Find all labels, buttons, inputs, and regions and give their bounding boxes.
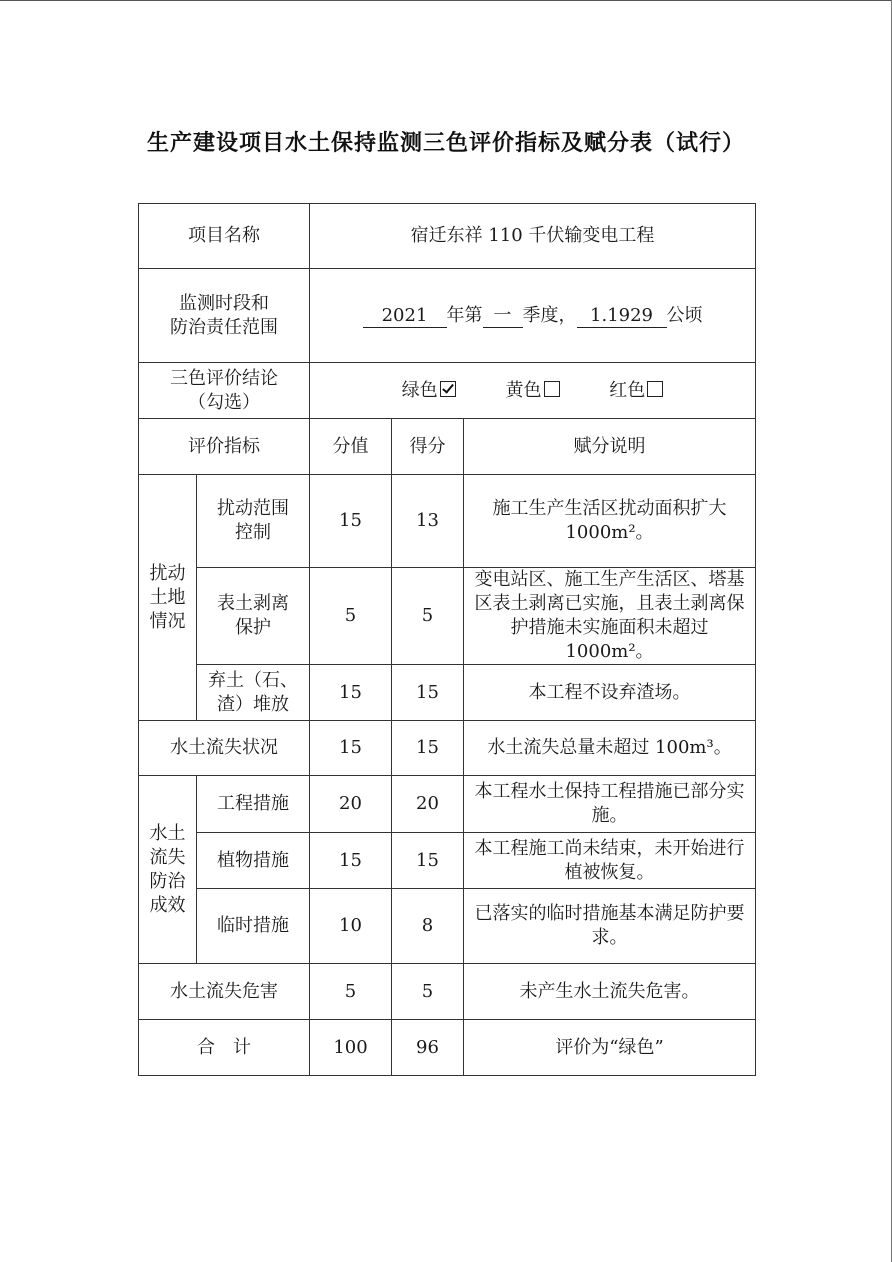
- conclusion-label: [139, 363, 310, 419]
- note-cell: 变电站区、施工生产生活区、塔基区表土剥离已实施，且表土剥离保护措施未实施面积未超过 1000m²。: [464, 568, 756, 665]
- period-label-line1: 监测时段和: [179, 292, 269, 314]
- score-cell: 15: [310, 665, 392, 721]
- sub-indicator: [197, 568, 310, 665]
- table-row: [139, 776, 756, 833]
- group-label-line: 土地: [149, 586, 186, 608]
- document-title: 生产建设项目水土保持监测三色评价指标及赋分表（试行）: [146, 131, 745, 156]
- year-value: 2021: [363, 305, 447, 328]
- conclusion-options: [310, 363, 756, 419]
- note-cell: 未产生水土流失危害。: [464, 964, 756, 1020]
- note-cell: 本工程施工尚未结束，未开始进行植被恢复。: [464, 833, 756, 889]
- project-name-label: 项目名称: [139, 204, 310, 269]
- group-label-line: 水土: [149, 822, 186, 844]
- quarter-suffix: 季度，: [522, 304, 577, 326]
- evaluation-table: [138, 203, 756, 1076]
- score-cell: 15: [310, 721, 392, 776]
- got-cell: 13: [392, 475, 464, 568]
- table-row: [139, 665, 756, 721]
- group-label-line: 防治: [149, 870, 186, 892]
- score-cell: 20: [310, 776, 392, 833]
- got-cell: 15: [392, 665, 464, 721]
- note-cell: 施工生产生活区扰动面积扩大 1000m²。: [464, 475, 756, 568]
- area-value: 1.1929: [577, 305, 667, 328]
- table-row: [139, 889, 756, 964]
- table-row: [139, 204, 756, 269]
- hazard-label: 水土流失危害: [139, 964, 310, 1020]
- group-label-line: 情况: [149, 610, 186, 632]
- area-unit: 公顷: [666, 304, 703, 326]
- got-cell: 15: [392, 721, 464, 776]
- header-note: 赋分说明: [464, 419, 756, 475]
- header-got: 得分: [392, 419, 464, 475]
- score-cell: 10: [310, 889, 392, 964]
- conclusion-label-line1: 三色评价结论: [170, 367, 278, 389]
- loss-status-label: 水土流失状况: [139, 721, 310, 776]
- sub-indicator-line: 表土剥离: [217, 593, 289, 614]
- sub-indicator: [197, 665, 310, 721]
- sub-indicator-line: 扰动范围: [217, 498, 289, 519]
- table-row: [139, 568, 756, 665]
- page-top-border: [0, 0, 892, 1]
- sub-indicator: 工程措施: [197, 776, 310, 833]
- sub-indicator: [197, 475, 310, 568]
- got-cell: 15: [392, 833, 464, 889]
- option-yellow[interactable]: [506, 379, 560, 403]
- score-cell: 5: [310, 568, 392, 665]
- year-suffix: 年第: [446, 304, 483, 326]
- table-row: [139, 833, 756, 889]
- note-cell: 水土流失总量未超过 100m³。: [464, 721, 756, 776]
- option-red-label: 红色: [609, 379, 646, 401]
- score-cell: 15: [310, 475, 392, 568]
- group-disturbance-label: [139, 475, 197, 721]
- total-note: 评价为“绿色”: [464, 1020, 756, 1076]
- period-label-line2: 防治责任范围: [170, 316, 278, 338]
- sub-indicator-line: 控制: [235, 522, 271, 543]
- header-score: 分值: [310, 419, 392, 475]
- sub-indicator: 植物措施: [197, 833, 310, 889]
- note-cell: 本工程不设弃渣场。: [464, 665, 756, 721]
- conclusion-label-line2: （勾选）: [188, 391, 260, 413]
- total-got: 96: [392, 1020, 464, 1076]
- table-row: [139, 721, 756, 776]
- empty-box-icon[interactable]: [647, 381, 663, 397]
- period-label: [139, 269, 310, 363]
- got-cell: 5: [392, 568, 464, 665]
- table-row: [139, 363, 756, 419]
- got-cell: 8: [392, 889, 464, 964]
- header-indicator: 评价指标: [139, 419, 310, 475]
- group-label-line: 流失: [149, 846, 186, 868]
- sub-indicator-line: 渣）堆放: [217, 693, 289, 715]
- quarter-value: 一: [483, 305, 523, 328]
- sub-indicator-line: 保护: [235, 617, 271, 638]
- table-row: [139, 964, 756, 1020]
- option-red[interactable]: [609, 379, 663, 403]
- got-cell: 20: [392, 776, 464, 833]
- got-cell: 5: [392, 964, 464, 1020]
- group-label-line: 扰动: [149, 562, 186, 584]
- score-cell: 15: [310, 833, 392, 889]
- score-cell: 5: [310, 964, 392, 1020]
- empty-box-icon[interactable]: [544, 381, 560, 397]
- period-value: [310, 269, 756, 363]
- group-prevention-label: [139, 776, 197, 964]
- total-label: 合 计: [139, 1020, 310, 1076]
- sub-indicator: 临时措施: [197, 889, 310, 964]
- sub-indicator-line: 弃土（石、: [208, 669, 298, 691]
- option-yellow-label: 黄色: [505, 379, 542, 401]
- note-cell: 本工程水土保持工程措施已部分实施。: [464, 776, 756, 833]
- project-name-value: 宿迁东祥 110 千伏输变电工程: [310, 204, 756, 269]
- table-row: [139, 475, 756, 568]
- table-row: [139, 269, 756, 363]
- checked-box-icon[interactable]: [440, 381, 456, 397]
- total-score: 100: [310, 1020, 392, 1076]
- group-label-line: 成效: [149, 894, 186, 916]
- option-green[interactable]: [402, 379, 456, 403]
- option-green-label: 绿色: [401, 379, 438, 401]
- note-cell: 已落实的临时措施基本满足防护要求。: [464, 889, 756, 964]
- total-row: [139, 1020, 756, 1076]
- header-row: [139, 419, 756, 475]
